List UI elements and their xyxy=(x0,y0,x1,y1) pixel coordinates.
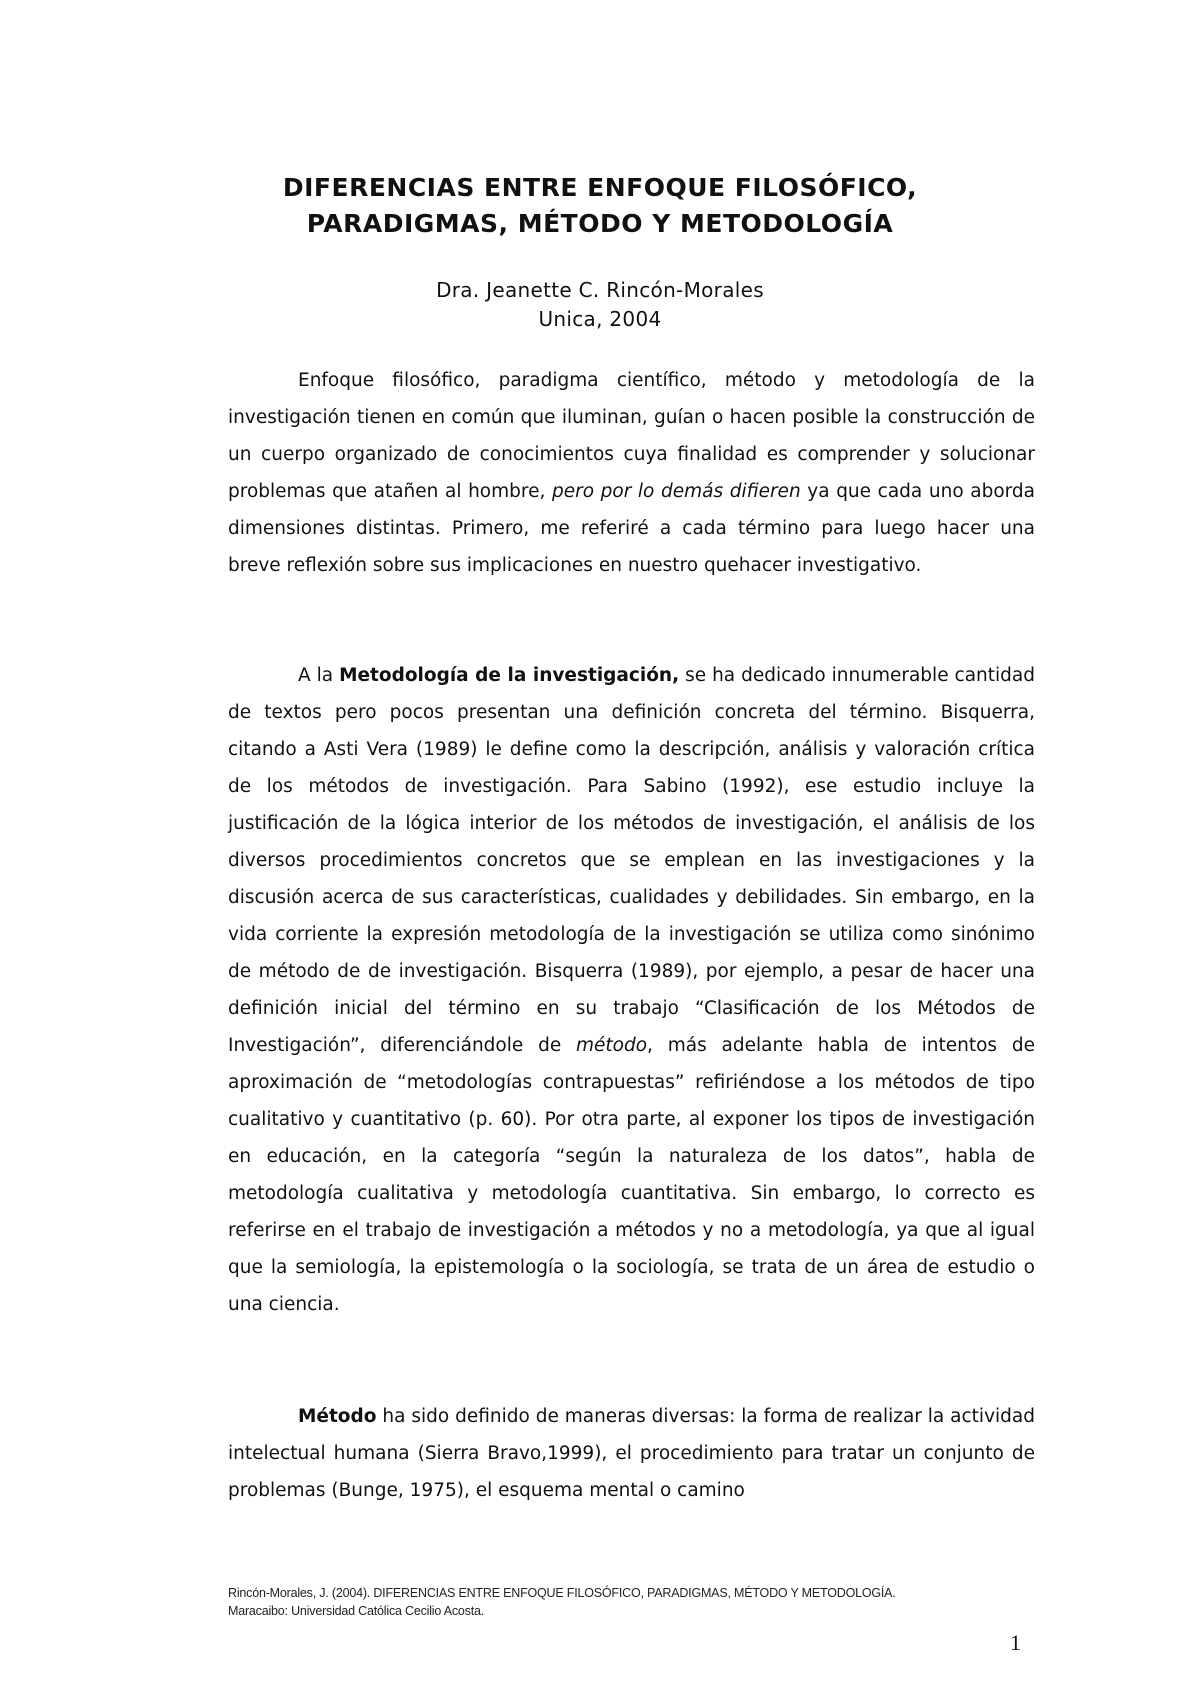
p1-text-a: Enfoque filosófico, paradigma científico, método y metodología de la investigación tienen en común que iluminan, guían o hacen posible la construcción de un cuerpo organizado de conocimientos cuya finalidad es comprender y solucionar problemas que atañen al hombre, xyxy=(228,370,1035,502)
p1-italic: pero por lo demás difieren xyxy=(551,481,801,502)
footer-citation-line-1: Rincón-Morales, J. (2004). DIFERENCIAS ENTRE ENFOQUE FILOSÓFICO, PARADIGMAS, MÉTODO Y METODOLOGÍA. xyxy=(228,1586,896,1600)
p3-bold: Método xyxy=(298,1406,377,1427)
paragraph-3 xyxy=(228,1398,1035,1509)
p1-text-b: ya que cada uno aborda dimensiones distintas. Primero, me referiré a cada término para luego hacer una breve reflexión sobre sus implicaciones en nuestro quehacer investigativo. xyxy=(228,481,1036,576)
author-name: Dra. Jeanette C. Rincón-Morales xyxy=(436,278,764,302)
paragraph-2 xyxy=(228,657,1035,1323)
p3-text-a: ha sido definido de maneras diversas: la forma de realizar la actividad intelectual humana (Sierra Bravo,1999), el procedimiento para tratar un conjunto de problemas (Bunge, 1975), el esquema mental o camino xyxy=(228,1406,1035,1501)
title-line-2: PARADIGMAS, MÉTODO Y METODOLOGÍA xyxy=(306,209,894,238)
paragraph-1 xyxy=(228,362,1035,584)
p2-italic: método xyxy=(576,1035,648,1056)
footer-citation-line-2: Maracaibo: Universidad Católica Cecilio Acosta. xyxy=(228,1604,484,1618)
author-block xyxy=(0,276,1200,334)
footer-citation xyxy=(228,1584,1028,1620)
p2-text-b: se ha dedicado innumerable cantidad de textos pero pocos presentan una definición concreta del término. Bisquerra, citando a Asti Vera (1989) le define como la descripción, análisis y valoración crítica de los métodos de investigación. Para Sabino (1992), ese estudio incluye la justificación de la lógica interior de los métodos de investigación, el análisis de los diversos procedimientos concretos que se emplean en las investigaciones y la discusión acerca de sus características, cualidades y debilidades. Sin embargo, en la vida corriente la expresión metodología de la investigación se utiliza como sinónimo de método de de investigación. Bisquerra (1989), por ejemplo, a pesar de hacer una definición inicial del término en su trabajo “Clasificación de los Métodos de Investigación”, diferenciándole de xyxy=(228,665,1035,1056)
author-affiliation: Unica, 2004 xyxy=(538,307,662,331)
p2-bold: Metodología de la investigación, xyxy=(339,665,680,686)
page-number: 1 xyxy=(1010,1630,1021,1655)
document-title xyxy=(0,170,1200,242)
p2-text-a: A la xyxy=(298,665,340,686)
p2-text-c: , más adelante habla de intentos de aproximación de “metodologías contrapuestas” refiriéndose a los métodos de tipo cualitativo y cuantitativo (p. 60). Por otra parte, al exponer los tipos de investigación en educación, en la categoría “según la naturaleza de los datos”, habla de metodología cualitativa y metodología cuantitativa. Sin embargo, lo correcto es referirse en el trabajo de investigación a métodos y no a metodología, ya que al igual que la semiología, la epistemología o la sociología, se trata de un área de estudio o una ciencia. xyxy=(228,1035,1035,1315)
title-line-1: DIFERENCIAS ENTRE ENFOQUE FILOSÓFICO, xyxy=(282,173,918,202)
